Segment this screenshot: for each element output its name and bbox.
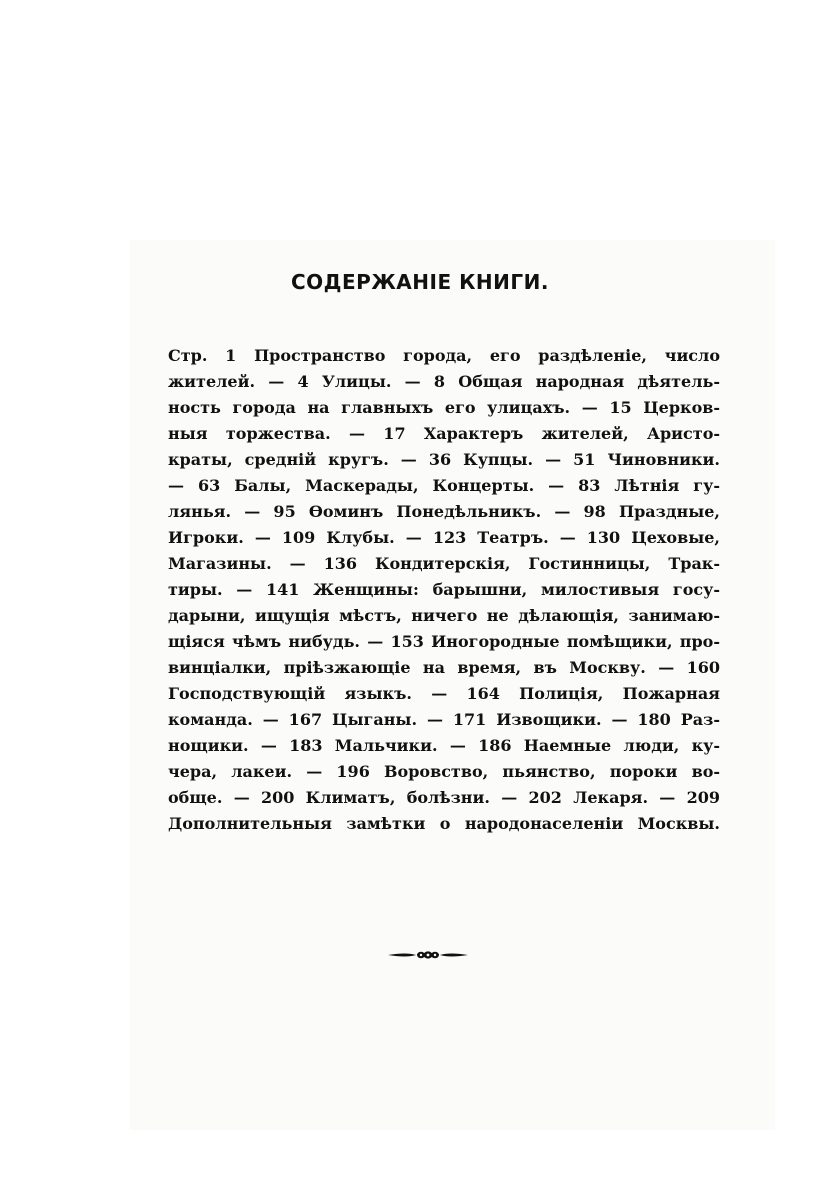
toc-line: Господствующiй языкъ. — 164 Полицiя, Пожарная (168, 684, 720, 703)
toc-line: краты, среднiй кругъ. — 36 Купцы. — 51 Чиновники. (168, 450, 720, 469)
toc-line: нощики. — 183 Мальчики. — 186 Наемные люди, ку- (168, 736, 720, 755)
toc-line: Игроки. — 109 Клубы. — 123 Театръ. — 130 Цеховые, (168, 528, 720, 547)
table-of-contents (168, 343, 720, 837)
toc-line: винцiалки, прiѣзжающiе на время, въ Москву. — 160 (168, 658, 720, 677)
toc-line: тиры. — 141 Женщины: барышни, милостивыя госу- (168, 580, 720, 599)
toc-line: Стр. 1 Пространство города, его раздѣленiе, число (168, 346, 720, 365)
toc-line: — 63 Балы, Маскерады, Концерты. — 83 Лѣтнiя гу- (168, 476, 720, 495)
toc-line: дарыни, ищущiя мѣстъ, ничего не дѣлающiя, занимаю- (168, 606, 720, 625)
toc-line: жителей. — 4 Улицы. — 8 Общая народная дѣятель- (168, 372, 720, 391)
ornament-divider (386, 945, 470, 965)
toc-line: Дополнительныя замѣтки о народонаселенiи Москвы. (168, 814, 720, 833)
toc-line: ныя торжества. — 17 Характеръ жителей, Аристо- (168, 424, 720, 443)
toc-line: ность города на главныхъ его улицахъ. — 15 Церков- (168, 398, 720, 417)
page-title: СОДЕРЖАНIЕ КНИГИ. (291, 270, 549, 294)
toc-line: чера, лакеи. — 196 Воровство, пьянство, пороки во- (168, 762, 720, 781)
toc-line: обще. — 200 Климатъ, болѣзни. — 202 Лекаря. — 209 (168, 788, 720, 807)
toc-line: команда. — 167 Цыганы. — 171 Извощики. — 180 Раз- (168, 710, 720, 729)
toc-line: лянья. — 95 Ѳоминъ Понедѣльникъ. — 98 Праздные, (168, 502, 720, 521)
toc-line: Магазины. — 136 Кондитерскiя, Гостинницы, Трак- (168, 554, 720, 573)
toc-line: щiяся чѣмъ нибудь. — 153 Иногородные помѣщики, про- (168, 632, 720, 651)
